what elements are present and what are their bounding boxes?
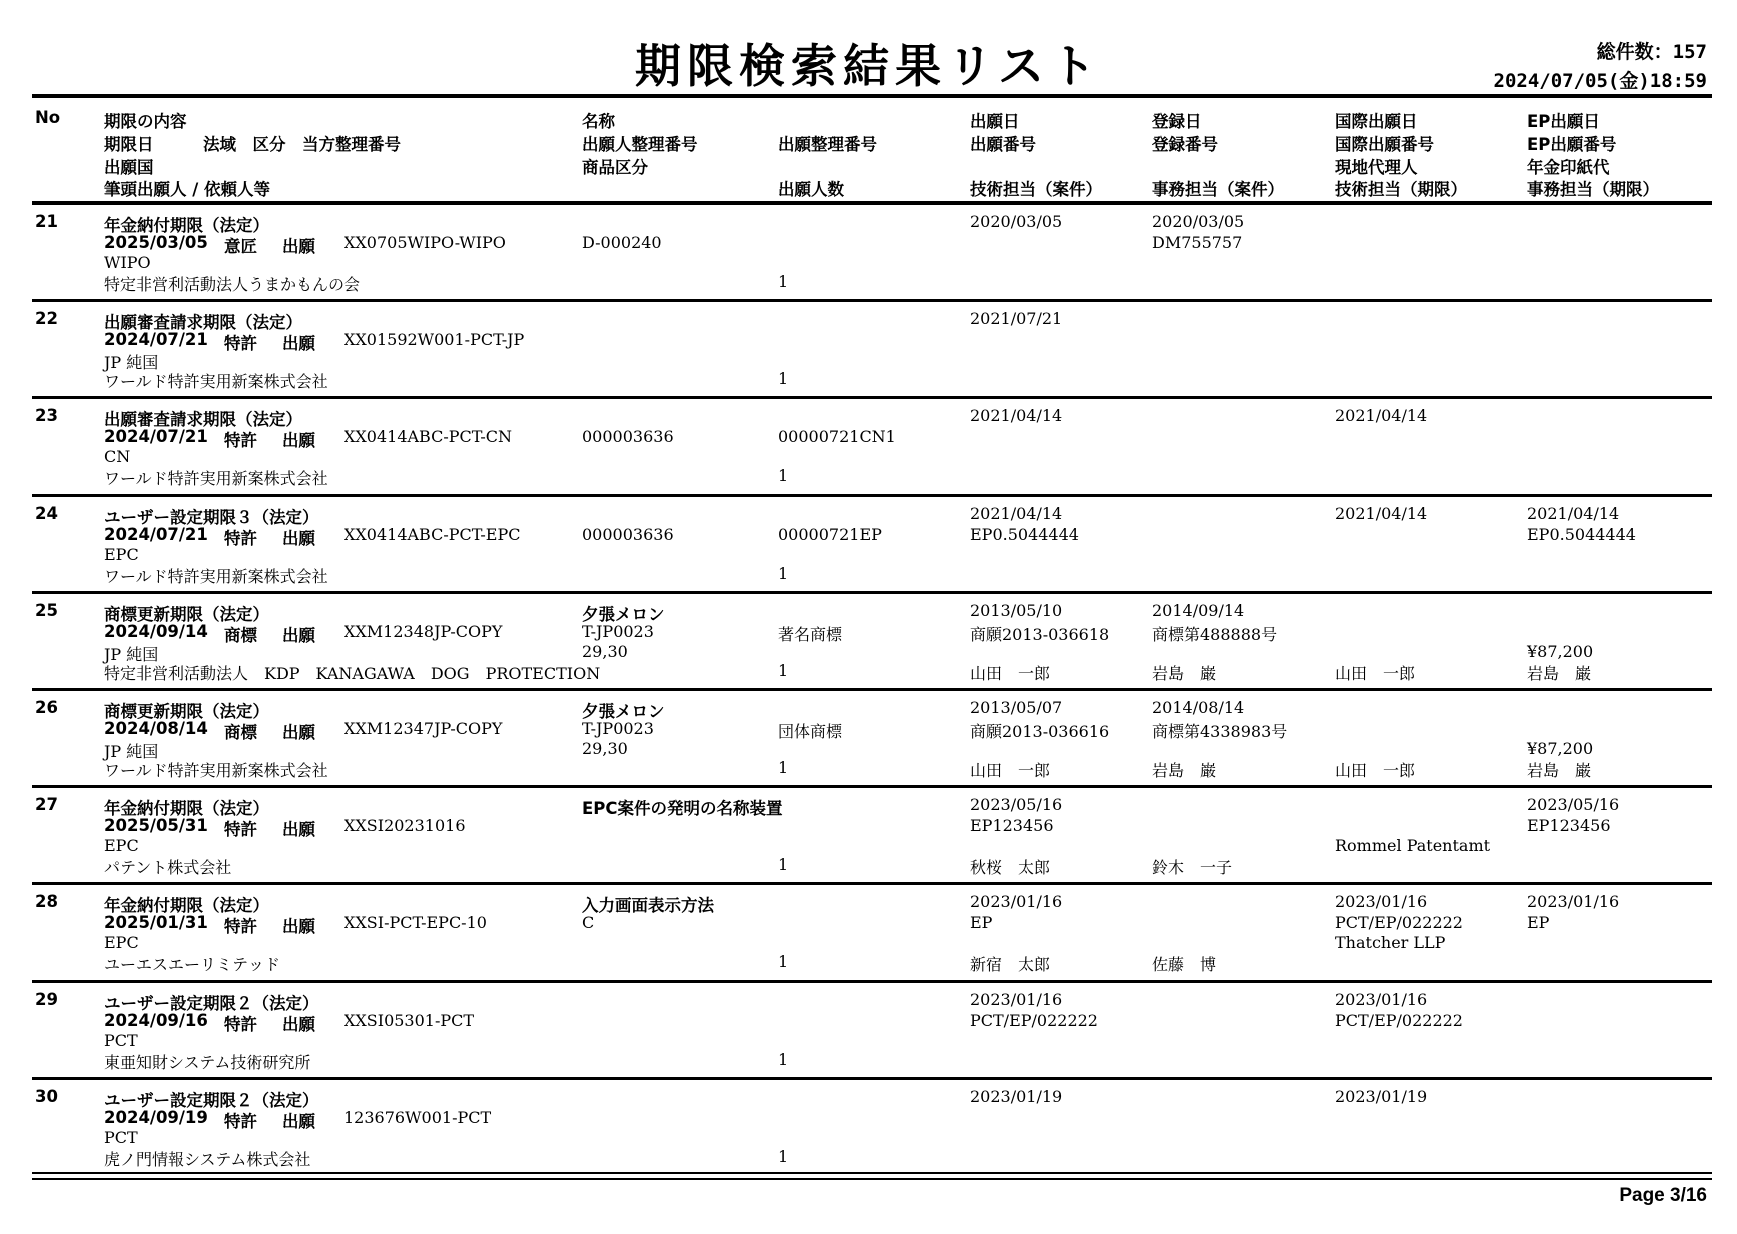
division: 出願 xyxy=(282,528,315,548)
applicant-count: 1 xyxy=(778,1146,789,1166)
intl-filing-date: 2023/01/19 xyxy=(1335,1086,1428,1106)
row-number: 24 xyxy=(35,503,58,523)
intl-filing-date: 2023/01/16 xyxy=(1335,892,1428,912)
deadline-date: 2024/07/21 xyxy=(104,524,208,544)
filing-date: 2023/01/16 xyxy=(970,989,1063,1009)
row-separator xyxy=(32,785,1712,788)
filing-number: PCT/EP/022222 xyxy=(970,1010,1098,1030)
applicant-count: 1 xyxy=(778,1049,789,1069)
header-intl-number: 国際出願番号 xyxy=(1335,135,1434,154)
row-separator xyxy=(32,882,1712,885)
law-area: 商標 xyxy=(224,723,257,742)
annuity-fee: ¥87,200 xyxy=(1527,739,1594,758)
law-area: 特許 xyxy=(224,334,257,354)
product-class: 29,30 xyxy=(582,739,628,758)
app-ref-number: 00000721EP xyxy=(778,524,882,544)
tech-staff-due: 山田 一郎 xyxy=(1335,663,1416,683)
tech-staff-case: 山田 一郎 xyxy=(970,663,1051,683)
applicant-count: 1 xyxy=(778,466,789,486)
report-meta xyxy=(1494,38,1707,96)
header-intl-date: 国際出願日 xyxy=(1335,112,1418,131)
row-number: 23 xyxy=(35,406,58,426)
intl-filing-date: 2023/01/16 xyxy=(1335,989,1428,1009)
intl-filing-number: PCT/EP/022222 xyxy=(1335,913,1463,933)
row-separator xyxy=(32,396,1712,399)
our-ref-number: XX01592W001-PCT-JP xyxy=(344,330,525,350)
header-office-due: 事務担当（期限） xyxy=(1527,180,1659,199)
law-area: 意匠 xyxy=(224,237,257,256)
header-local-agent: 現地代理人 xyxy=(1335,158,1418,177)
header-filing-date: 出願日 xyxy=(970,112,1020,131)
header-country: 出願国 xyxy=(104,158,154,177)
deadline-date: 2024/07/21 xyxy=(104,330,208,350)
filing-number: 商願2013-036618 xyxy=(970,624,1110,644)
row-separator xyxy=(32,299,1712,302)
tech-staff-due: 山田 一郎 xyxy=(1335,761,1416,780)
header-applicant-count: 出願人数 xyxy=(778,180,844,199)
filing-country: PCT xyxy=(104,1030,138,1050)
table-row xyxy=(32,208,1712,304)
our-ref-number: XXM12348JP-COPY xyxy=(344,621,503,641)
office-staff-case: 岩島 巌 xyxy=(1152,761,1217,780)
row-separator xyxy=(32,980,1712,983)
page-number: Page 3/16 xyxy=(1619,1185,1707,1206)
header-ep-number: EP出願番号 xyxy=(1527,135,1617,154)
filing-date: 2021/04/14 xyxy=(970,406,1063,426)
table-row xyxy=(32,888,1712,984)
reg-date: 2014/08/14 xyxy=(1152,698,1245,717)
row-separator xyxy=(32,591,1712,594)
table-row xyxy=(32,500,1712,596)
lead-applicant: 特定非営利活動法人うまかもんの会 xyxy=(104,275,361,294)
table-header xyxy=(32,104,1712,200)
applicant-count: 1 xyxy=(778,855,789,875)
table-row xyxy=(32,597,1712,693)
ep-filing-date: 2021/04/14 xyxy=(1527,503,1620,523)
lead-applicant: パテント株式会社 xyxy=(104,858,232,878)
report-datetime: 2024/07/05(金)18:59 xyxy=(1493,70,1707,92)
deadline-kind: ユーザー設定期限３（法定） xyxy=(104,507,319,527)
law-area: 特許 xyxy=(224,1111,257,1131)
division: 出願 xyxy=(282,237,315,256)
reg-number: DM755757 xyxy=(1152,233,1243,252)
lead-applicant: 特定非営利活動法人 KDP KANAGAWA DOG PROTECTION xyxy=(104,663,601,683)
ep-filing-number: EP123456 xyxy=(1527,816,1611,836)
deadline-date: 2024/09/14 xyxy=(104,621,208,641)
table-row xyxy=(32,694,1712,790)
applicant-count: 1 xyxy=(778,272,789,291)
division: 出願 xyxy=(282,917,315,937)
deadline-kind: 出願審査請求期限（法定） xyxy=(104,410,302,430)
header-reg-date: 登録日 xyxy=(1152,112,1202,131)
page-title: 期限検索結果リスト xyxy=(634,39,1103,93)
applicant-ref: T-JP0023 xyxy=(582,621,654,641)
filing-number: EP xyxy=(970,913,993,933)
case-name: 夕張メロン xyxy=(582,702,665,721)
filing-number: EP123456 xyxy=(970,816,1054,836)
filing-country: PCT xyxy=(104,1127,138,1147)
row-number: 25 xyxy=(35,600,58,620)
filing-country: CN xyxy=(104,447,131,467)
filing-country: WIPO xyxy=(104,253,151,272)
law-area: 特許 xyxy=(224,528,257,548)
ep-filing-date: 2023/01/16 xyxy=(1527,892,1620,912)
deadline-date: 2025/03/05 xyxy=(104,233,208,252)
applicant-count: 1 xyxy=(778,563,789,583)
law-area: 特許 xyxy=(224,917,257,937)
intl-filing-number: PCT/EP/022222 xyxy=(1335,1010,1463,1030)
reg-number: 商標第4338983号 xyxy=(1152,722,1288,741)
division: 出願 xyxy=(282,820,315,840)
reg-number: 商標第488888号 xyxy=(1152,624,1278,644)
lead-applicant: ワールド特許実用新案株式会社 xyxy=(104,761,328,780)
case-name: EPC案件の発明の名称装置 xyxy=(582,799,783,819)
deadline-kind: 年金納付期限（法定） xyxy=(104,896,269,916)
division: 出願 xyxy=(282,625,315,645)
filing-date: 2013/05/07 xyxy=(970,698,1063,717)
bottom-rule-1 xyxy=(32,1172,1712,1174)
header-reg-number: 登録番号 xyxy=(1152,135,1218,154)
deadline-date: 2025/05/31 xyxy=(104,816,208,836)
header-top-rule xyxy=(32,94,1712,98)
deadline-kind: 出願審査請求期限（法定） xyxy=(104,313,302,333)
office-staff-due: 岩島 巌 xyxy=(1527,761,1592,780)
reg-date: 2020/03/05 xyxy=(1152,212,1245,231)
header-tech-due: 技術担当（期限） xyxy=(1335,180,1467,199)
office-staff-case: 鈴木 一子 xyxy=(1152,858,1233,878)
row-number: 22 xyxy=(35,309,58,329)
division: 出願 xyxy=(282,431,315,451)
row-number: 26 xyxy=(35,698,58,717)
our-ref-number: XXSI-PCT-EPC-10 xyxy=(344,913,487,933)
header-bottom-rule xyxy=(32,201,1712,205)
header-applicant: 筆頭出願人 / 依頼人等 xyxy=(104,180,271,199)
lead-applicant: ユーエスエーリミテッド xyxy=(104,955,281,975)
division: 出願 xyxy=(282,334,315,354)
filing-country: JP 純国 xyxy=(104,742,159,761)
tech-staff-case: 新宿 太郎 xyxy=(970,955,1051,975)
division: 出願 xyxy=(282,1111,315,1131)
lead-applicant: 東亜知財システム技術研究所 xyxy=(104,1052,311,1072)
deadline-date: 2024/07/21 xyxy=(104,427,208,447)
lead-applicant: ワールド特許実用新案株式会社 xyxy=(104,372,328,392)
our-ref-number: XX0414ABC-PCT-CN xyxy=(344,427,513,447)
deadline-kind: 商標更新期限（法定） xyxy=(104,702,269,721)
product-class: 29,30 xyxy=(582,641,628,661)
reg-date: 2014/09/14 xyxy=(1152,600,1245,620)
applicant-count: 1 xyxy=(778,952,789,972)
filing-date: 2023/01/19 xyxy=(970,1086,1063,1106)
case-name: 夕張メロン xyxy=(582,604,665,624)
lead-applicant: ワールド特許実用新案株式会社 xyxy=(104,566,328,586)
our-ref-number: 123676W001-PCT xyxy=(344,1107,492,1127)
row-separator xyxy=(32,688,1712,691)
filing-number: EP0.5044444 xyxy=(970,524,1079,544)
filing-date: 2021/04/14 xyxy=(970,503,1063,523)
header-filing-number: 出願番号 xyxy=(970,135,1036,154)
row-number: 21 xyxy=(35,212,58,231)
table-row xyxy=(32,791,1712,887)
app-ref-number: 00000721CN1 xyxy=(778,427,896,447)
app-ref-number: 団体商標 xyxy=(778,722,843,741)
filing-date: 2021/07/21 xyxy=(970,309,1063,329)
row-separator xyxy=(32,494,1712,497)
filing-date: 2013/05/10 xyxy=(970,600,1063,620)
filing-date: 2023/01/16 xyxy=(970,892,1063,912)
row-separator xyxy=(32,1077,1712,1080)
filing-date: 2023/05/16 xyxy=(970,795,1063,815)
division: 出願 xyxy=(282,723,315,742)
deadline-kind: ユーザー設定期限２（法定） xyxy=(104,993,319,1013)
intl-filing-date: 2021/04/14 xyxy=(1335,503,1428,523)
ep-filing-number: EP0.5044444 xyxy=(1527,524,1636,544)
header-no: No xyxy=(35,108,61,127)
intl-filing-date: 2021/04/14 xyxy=(1335,406,1428,426)
case-name: 入力画面表示方法 xyxy=(582,896,714,916)
local-agent: Rommel Patentamt xyxy=(1335,836,1491,856)
deadline-date: 2024/08/14 xyxy=(104,719,208,738)
deadline-kind: ユーザー設定期限２（法定） xyxy=(104,1090,319,1110)
lead-applicant: 虎ノ門情報システム株式会社 xyxy=(104,1149,311,1169)
office-staff-case: 岩島 巌 xyxy=(1152,663,1217,683)
applicant-ref: 000003636 xyxy=(582,524,674,544)
our-ref-number: XX0705WIPO-WIPO xyxy=(344,233,506,252)
row-number: 30 xyxy=(35,1086,58,1106)
law-area: 特許 xyxy=(224,1014,257,1034)
annuity-fee: ¥87,200 xyxy=(1527,641,1594,661)
row-number: 28 xyxy=(35,892,58,912)
deadline-kind: 商標更新期限（法定） xyxy=(104,604,269,624)
filing-country: JP 純国 xyxy=(104,353,159,373)
table-row xyxy=(32,305,1712,401)
lead-applicant: ワールド特許実用新案株式会社 xyxy=(104,469,328,489)
law-area: 商標 xyxy=(224,625,257,645)
header-applicant-ref: 出願人整理番号 xyxy=(582,135,698,154)
filing-country: EPC xyxy=(104,544,139,564)
tech-staff-case: 山田 一郎 xyxy=(970,761,1051,780)
filing-country: EPC xyxy=(104,836,139,856)
deadline-date: 2025/01/31 xyxy=(104,913,208,933)
row-number: 27 xyxy=(35,795,58,815)
header-deadline-fields: 期限日 法域 区分 当方整理番号 xyxy=(104,135,401,154)
header-office-case: 事務担当（案件） xyxy=(1152,180,1284,199)
applicant-ref: T-JP0023 xyxy=(582,719,654,738)
table-row xyxy=(32,402,1712,498)
header-name: 名称 xyxy=(582,112,615,131)
header-product-class: 商品区分 xyxy=(582,158,648,177)
office-staff-due: 岩島 巌 xyxy=(1527,663,1592,683)
total-count: 総件数：157 xyxy=(1596,41,1707,63)
office-staff-case: 佐藤 博 xyxy=(1152,955,1217,975)
law-area: 特許 xyxy=(224,820,257,840)
applicant-count: 1 xyxy=(778,660,789,680)
deadline-date: 2024/09/19 xyxy=(104,1107,208,1127)
filing-country: JP 純国 xyxy=(104,644,159,664)
filing-date: 2020/03/05 xyxy=(970,212,1063,231)
applicant-count: 1 xyxy=(778,758,789,777)
tech-staff-case: 秋桜 太郎 xyxy=(970,858,1051,878)
filing-country: EPC xyxy=(104,933,139,953)
ep-filing-date: 2023/05/16 xyxy=(1527,795,1620,815)
filing-number: 商願2013-036616 xyxy=(970,722,1110,741)
table-row xyxy=(32,1083,1712,1179)
deadline-date: 2024/09/16 xyxy=(104,1010,208,1030)
bottom-rule-2 xyxy=(32,1178,1712,1180)
applicant-ref: 000003636 xyxy=(582,427,674,447)
header-ep-date: EP出願日 xyxy=(1527,112,1600,131)
header-tech-case: 技術担当（案件） xyxy=(970,180,1102,199)
header-app-ref: 出願整理番号 xyxy=(778,135,877,154)
deadline-kind: 年金納付期限（法定） xyxy=(104,799,269,819)
app-ref-number: 著名商標 xyxy=(778,624,843,644)
our-ref-number: XXM12347JP-COPY xyxy=(344,719,503,738)
row-number: 29 xyxy=(35,989,58,1009)
our-ref-number: XXSI20231016 xyxy=(344,816,466,836)
deadline-kind: 年金納付期限（法定） xyxy=(104,216,269,235)
applicant-count: 1 xyxy=(778,369,789,389)
ep-filing-number: EP xyxy=(1527,913,1550,933)
table-row xyxy=(32,986,1712,1082)
header-annuity-fee: 年金印紙代 xyxy=(1527,158,1610,177)
law-area: 特許 xyxy=(224,431,257,451)
header-deadline-content: 期限の内容 xyxy=(104,112,187,131)
applicant-ref: D-000240 xyxy=(582,233,662,252)
our-ref-number: XX0414ABC-PCT-EPC xyxy=(344,524,521,544)
our-ref-number: XXSI05301-PCT xyxy=(344,1010,475,1030)
applicant-ref: C xyxy=(582,913,595,933)
division: 出願 xyxy=(282,1014,315,1034)
local-agent: Thatcher LLP xyxy=(1335,933,1446,953)
